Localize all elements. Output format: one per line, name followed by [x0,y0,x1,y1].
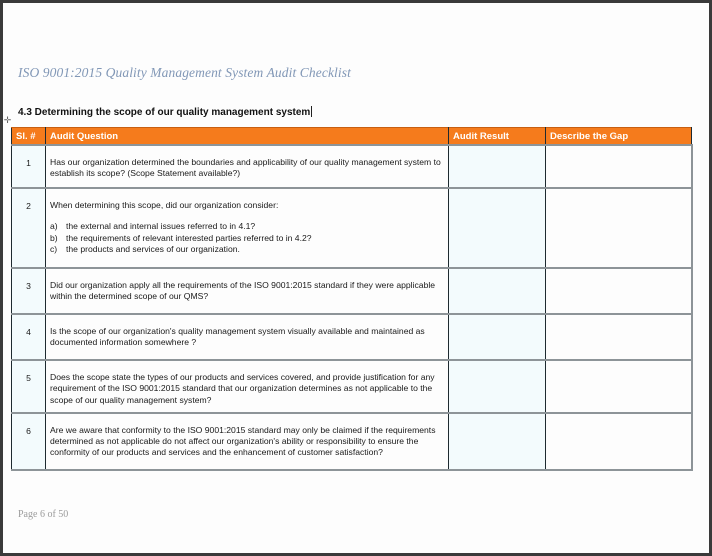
audit-result-cell[interactable] [449,413,546,470]
describe-gap-cell[interactable] [546,145,692,188]
row-number: 1 [12,145,46,188]
audit-question-cell[interactable] [46,413,449,470]
sub-item-text: the requirements of relevant interested parties referred to in 4.2? [66,232,312,243]
header-audit-result: Audit Result [449,128,546,146]
header-sl-no: Sl. # [12,128,46,146]
sub-item-text: the products and services of our organization. [66,243,240,254]
audit-question-cell[interactable] [46,145,449,188]
audit-question-cell[interactable] [46,360,449,413]
audit-question-cell[interactable] [46,314,449,360]
table-row [12,413,692,470]
sub-item-label: a) [50,221,58,232]
describe-gap-cell[interactable] [546,360,692,413]
describe-gap-cell[interactable] [546,413,692,470]
audit-question-text: Are we aware that conformity to the ISO 9001:2015 standard may only be claimed if the requirements determined as not applicable do not affect our organization's ability or responsibility to ensure the conformity of our products and services and the enhancement of customer satisfaction? [50,424,436,458]
audit-question-cell[interactable] [46,268,449,314]
question-sub-list [50,221,444,255]
audit-question-cell[interactable] [46,188,449,268]
header-describe-gap: Describe the Gap [546,128,692,146]
table-row [12,268,692,314]
audit-result-cell[interactable] [449,145,546,188]
row-number: 6 [12,413,46,470]
text-cursor [311,106,312,117]
audit-question-text: Does the scope state the types of our products and services covered, and provide justification for any requirement of the ISO 9001:2015 standard that our organization determines as not applicable to the scope of our quality management system? [50,372,435,405]
describe-gap-cell[interactable] [546,268,692,314]
row-number: 3 [12,268,46,314]
section-heading[interactable] [18,106,312,118]
table-move-handle-icon[interactable]: ✛ [3,115,12,125]
sub-item-label: c) [50,243,58,254]
table-row [12,360,692,413]
document-title: ISO 9001:2015 Quality Management System Audit Checklist [18,65,351,80]
audit-question-text: Did our organization apply all the requirements of the ISO 9001:2015 standard if they were applicable within the determined scope of our QMS? [50,280,436,302]
question-sub-item [50,221,444,232]
audit-result-cell[interactable] [449,188,546,268]
sub-item-text: the external and internal issues referred to in 4.1? [66,221,256,232]
audit-question-text: Has our organization determined the boundaries and applicability of our quality management system to establish its scope? (Scope Statement available?) [50,157,441,179]
row-number: 2 [12,188,46,268]
row-number: 5 [12,360,46,413]
audit-result-cell[interactable] [449,268,546,314]
page-number: Page 6 of 50 [18,509,69,520]
row-number: 4 [12,314,46,360]
table-header-row [12,128,692,146]
section-heading-text: 4.3 Determining the scope of our quality management system [18,107,311,118]
describe-gap-cell[interactable] [546,188,692,268]
audit-question-text: When determining this scope, did our organization consider: [50,200,279,210]
table-row [12,145,692,188]
audit-checklist-table [11,127,693,471]
document-page [3,3,709,553]
audit-question-text: Is the scope of our organization's quality management system visually available and maintained as documented information somewhere ? [50,326,425,348]
audit-result-cell[interactable] [449,360,546,413]
audit-result-cell[interactable] [449,314,546,360]
sub-item-label: b) [50,232,58,243]
table-row [12,314,692,360]
question-sub-item [50,233,444,244]
header-audit-question: Audit Question [46,128,449,146]
question-sub-item [50,244,444,255]
describe-gap-cell[interactable] [546,314,692,360]
table-row [12,188,692,268]
